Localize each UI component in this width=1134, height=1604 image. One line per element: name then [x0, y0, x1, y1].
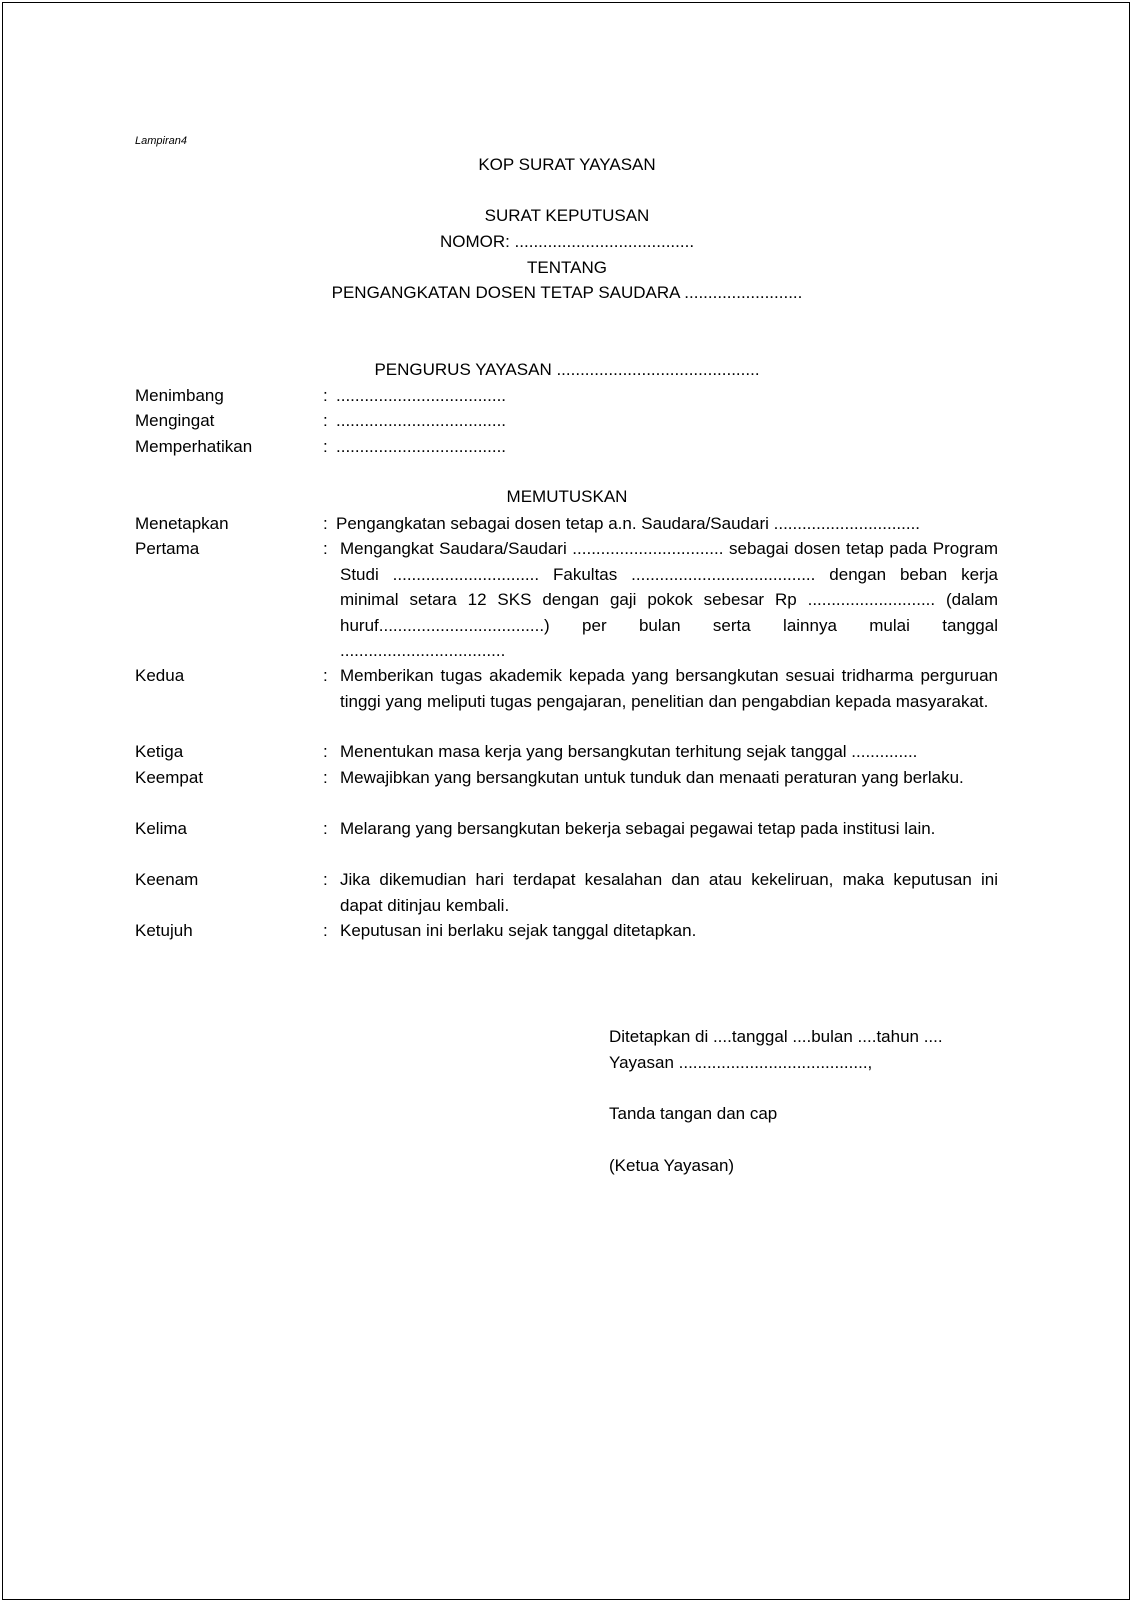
ditetapkan-line: Ditetapkan di ....tanggal ....bulan ....tahun ....	[609, 1027, 943, 1046]
pengurus-line: PENGURUS YAYASAN ...........................................	[374, 360, 760, 379]
keempat-text: Mewajibkan yang bersangkutan untuk tunduk dan menaati peraturan yang berlaku.	[340, 768, 964, 787]
lampiran-label: Lampiran4	[135, 135, 187, 147]
kop-surat: KOP SURAT YAYASAN	[478, 155, 656, 174]
mengingat-value: ....................................	[336, 411, 507, 430]
ketiga-colon: :	[323, 742, 328, 761]
keempat-label: Keempat	[135, 768, 204, 787]
kelima-text: Melarang yang bersangkutan bekerja sebagai pegawai tetap pada institusi lain.	[340, 819, 936, 838]
menetapkan-colon: :	[323, 514, 328, 533]
menetapkan-label: Menetapkan	[135, 514, 229, 533]
mengingat-colon: :	[323, 411, 328, 430]
kelima-label: Kelima	[135, 819, 187, 838]
subject-line: PENGANGKATAN DOSEN TETAP SAUDARA .........................	[331, 283, 803, 302]
tanda-tangan-line: Tanda tangan dan cap	[609, 1104, 778, 1123]
memutuskan-heading: MEMUTUSKAN	[506, 487, 628, 506]
keenam-label: Keenam	[135, 870, 199, 889]
ketiga-text: Menentukan masa kerja yang bersangkutan terhitung sejak tanggal ..............	[340, 742, 918, 761]
pertama-label: Pertama	[135, 539, 200, 558]
menetapkan-text: Pengangkatan sebagai dosen tetap a.n. Saudara/Saudari ...............................	[336, 514, 921, 533]
memperhatikan-value: ....................................	[336, 437, 507, 456]
mengingat-label: Mengingat	[135, 411, 215, 430]
memperhatikan-label: Memperhatikan	[135, 437, 253, 456]
menimbang-label: Menimbang	[135, 386, 224, 405]
yayasan-line: Yayasan ........................................,	[609, 1053, 873, 1072]
kelima-colon: :	[323, 819, 328, 838]
menimbang-value: ....................................	[336, 386, 507, 405]
kedua-text: Memberikan tugas akademik kepada yang bersangkutan sesuai tridharma perguruan tinggi yang meliputi tugas pengajaran, penelitian dan pengabdian kepada masyarakat.	[340, 666, 998, 711]
nomor-line: NOMOR: ......................................	[439, 232, 695, 251]
ketujuh-text: Keputusan ini berlaku sejak tanggal ditetapkan.	[340, 921, 697, 940]
ketujuh-label: Ketujuh	[135, 921, 193, 940]
document-title: SURAT KEPUTUSAN	[484, 206, 650, 225]
pertama-text: Mengangkat Saudara/Saudari ................................ sebagai dosen tetap pada Program Studi ............................... Fakultas ....................................... dengan beban kerja minimal setara 12 SKS dengan gaji pokok sebesar Rp ........................... (dalam huruf...................................) per bulan serta lainnya mulai tanggal ...................................	[340, 539, 998, 660]
ketua-line: (Ketua Yayasan)	[609, 1156, 735, 1175]
kedua-label: Kedua	[135, 666, 185, 685]
ketujuh-colon: :	[323, 921, 328, 940]
menimbang-colon: :	[323, 386, 328, 405]
keenam-colon: :	[323, 870, 328, 889]
pertama-colon: :	[323, 539, 328, 558]
kedua-colon: :	[323, 666, 328, 685]
keenam-text: Jika dikemudian hari terdapat kesalahan dan atau kekeliruan, maka keputusan ini dapat ditinjau kembali.	[340, 870, 998, 915]
tentang-label: TENTANG	[527, 258, 607, 277]
memperhatikan-colon: :	[323, 437, 328, 456]
ketiga-label: Ketiga	[135, 742, 184, 761]
keempat-colon: :	[323, 768, 328, 787]
